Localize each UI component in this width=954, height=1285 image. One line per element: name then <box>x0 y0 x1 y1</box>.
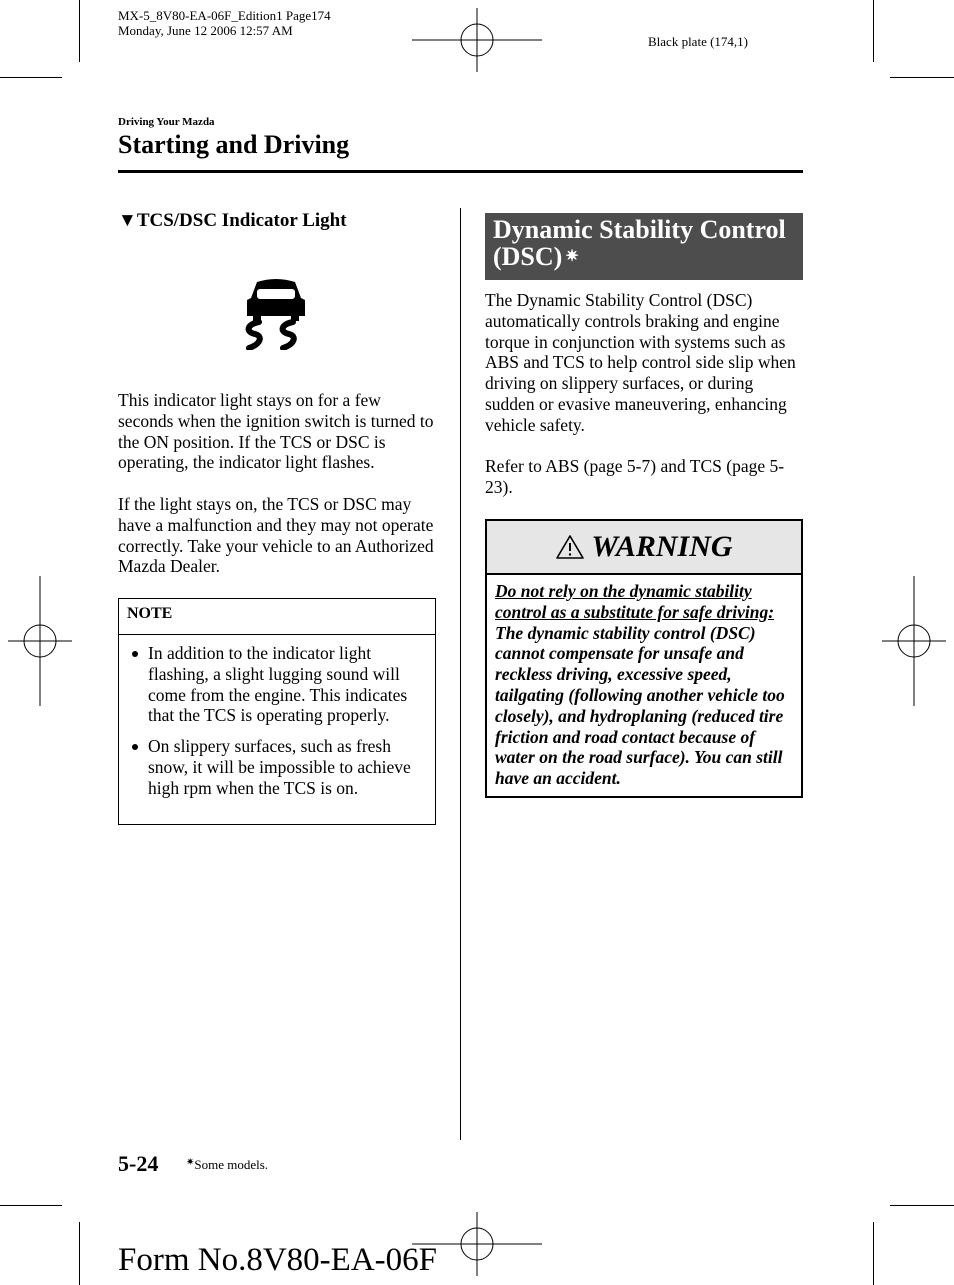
note-item-text: In addition to the indicator light flashing, a slight lugging sound will come from the engine. This indicates that the TCS is operating properly. <box>148 643 408 726</box>
crop-mark <box>0 77 62 78</box>
warning-triangle-icon <box>555 534 585 560</box>
warning-header <box>487 521 801 575</box>
tcs-dsc-heading <box>118 210 347 232</box>
heading-text: TCS/DSC Indicator Light <box>136 210 347 231</box>
indicator-paragraph-2: If the light stays on, the TCS or DSC may have a malfunction and they may not operate correctly. Take your vehicle to an Authorized Mazda Dealer. <box>118 494 434 577</box>
bullet-dot <box>132 651 138 657</box>
note-title: NOTE <box>119 599 435 635</box>
crop-mark <box>79 1222 80 1285</box>
registration-mark-right <box>882 576 946 706</box>
warning-box <box>485 519 803 798</box>
print-job-line2: Monday, June 12 2006 12:57 AM <box>118 23 293 38</box>
bullet-dot <box>132 744 138 750</box>
form-number: Form No.8V80-EA-06F <box>118 1242 437 1278</box>
footnote-star: ✷ <box>186 1157 195 1168</box>
crop-mark <box>0 1205 62 1206</box>
crop-mark <box>79 0 80 62</box>
dsc-heading-line2: (DSC) <box>493 242 563 271</box>
warning-body <box>487 575 801 795</box>
dsc-paragraph-1: The Dynamic Stability Control (DSC) automatically controls braking and engine torque in conjunction with systems such as ABS and TCS to help control side slip when driving on slippery surfaces, or during sudden or evasive maneuvering, enhancing vehicle safety. <box>485 290 796 435</box>
optional-star: ✷ <box>565 248 579 265</box>
note-item-text: On slippery surfaces, such as fresh snow, it will be impossible to achieve high rpm when the TCS is on. <box>148 736 411 798</box>
footnote-text: Some models. <box>194 1157 269 1172</box>
dsc-paragraph-2: Refer to ABS (page 5-7) and TCS (page 5-23). <box>485 456 785 497</box>
indicator-paragraph-1: This indicator light stays on for a few seconds when the ignition switch is turned to the ON position. If the TCS or DSC is operating, the indicator light flashes. <box>118 390 434 473</box>
plate-info: Black plate (174,1) <box>648 34 748 49</box>
note-item <box>127 643 427 726</box>
section-small: Driving Your Mazda <box>118 116 215 128</box>
registration-mark-left <box>8 576 72 706</box>
page-number: 5-24 <box>118 1151 159 1176</box>
warning-text: The dynamic stability control (DSC) cannot compensate for unsafe and reckless driving, excessive speed, tailgating (following another vehicle too closely), and hydroplaning (reduced tire friction and road contact because of water on the road surface). You can still have an accident. <box>495 622 785 789</box>
registration-mark-top <box>412 8 542 72</box>
tcs-dsc-indicator-icon <box>243 278 309 350</box>
warning-lead: Do not rely on the dynamic stability control as a substitute for safe driving: <box>495 581 775 622</box>
heading-marker: ▼ <box>118 210 137 231</box>
dsc-heading <box>485 213 803 280</box>
crop-mark <box>890 77 954 78</box>
print-job-line1: MX-5_8V80-EA-06F_Edition1 Page174 <box>118 8 331 23</box>
print-job-info <box>118 8 331 38</box>
warning-title: WARNING <box>591 530 733 563</box>
crop-mark <box>890 1205 954 1206</box>
crop-mark <box>873 1222 874 1285</box>
note-item <box>127 736 427 798</box>
page-title: Starting and Driving <box>118 130 350 159</box>
note-box <box>118 598 436 825</box>
column-divider <box>460 208 461 1140</box>
note-list <box>119 635 435 799</box>
footnote <box>186 1157 268 1173</box>
dsc-heading-line1: Dynamic Stability Control <box>493 215 786 244</box>
crop-mark <box>873 0 874 62</box>
header-rule <box>118 170 803 173</box>
